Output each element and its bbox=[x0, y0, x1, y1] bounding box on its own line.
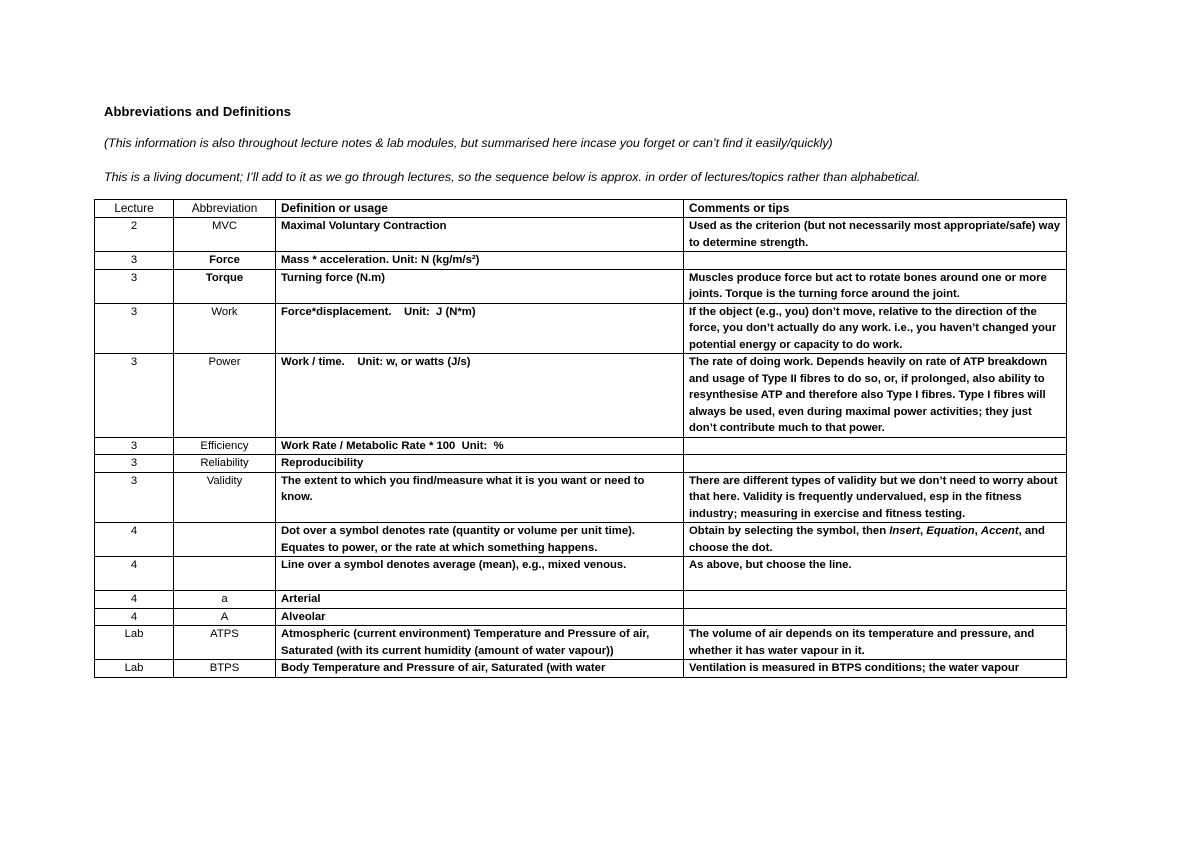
abbreviation-cell bbox=[174, 557, 276, 591]
comment-cell: Used as the criterion (but not necessarily most appropriate/safe) way to determine strength. bbox=[684, 218, 1067, 252]
comment-cell: If the object (e.g., you) don’t move, relative to the direction of the force, you don’t actually do any work. i.e., you haven’t changed your potential energy or capacity to do work. bbox=[684, 303, 1067, 354]
definition-cell: Work / time. Unit: w, or watts (J/s) bbox=[276, 354, 684, 438]
comment-cell: There are different types of validity but we don’t need to worry about that here. Validity is frequently undervalued, esp in the fitness industry; measuring in exercise and fitness testing. bbox=[684, 472, 1067, 523]
abbreviation-cell: MVC bbox=[174, 218, 276, 252]
comment-cell: The rate of doing work. Depends heavily on rate of ATP breakdown and usage of Type II fibres to do so, or, if prolonged, also ability to resynthesise ATP and therefore also Type I fibres. Type I fibres will always be used, even during maximal power activities; they just don’t contribute much to that power. bbox=[684, 354, 1067, 438]
table-row bbox=[95, 591, 1067, 609]
header-comments: Comments or tips bbox=[684, 200, 1067, 218]
abbreviation-cell: Power bbox=[174, 354, 276, 438]
definition-cell: Body Temperature and Pressure of air, Saturated (with water bbox=[276, 660, 684, 678]
table-row bbox=[95, 523, 1067, 557]
table-row bbox=[95, 303, 1067, 354]
table-row bbox=[95, 608, 1067, 626]
table-header-row bbox=[95, 200, 1067, 218]
lecture-cell: 4 bbox=[95, 591, 174, 609]
lecture-cell: 3 bbox=[95, 303, 174, 354]
living-document-note: This is a living document; I’ll add to it as we go through lectures, so the sequence below is approx. in order of lectures/topics rather than alphabetical. bbox=[104, 170, 921, 184]
definition-cell: Force*displacement. Unit: J (N*m) bbox=[276, 303, 684, 354]
lecture-cell: 3 bbox=[95, 354, 174, 438]
definition-cell: Work Rate / Metabolic Rate * 100 Unit: % bbox=[276, 437, 684, 455]
table-row bbox=[95, 455, 1067, 473]
comment-separator: , bbox=[920, 525, 927, 537]
definition-cell: Line over a symbol denotes average (mean), e.g., mixed venous. bbox=[276, 557, 684, 591]
table-row bbox=[95, 557, 1067, 591]
definition-cell: Arterial bbox=[276, 591, 684, 609]
comment-cell bbox=[684, 437, 1067, 455]
comment-prefix: Obtain by selecting the symbol, then bbox=[689, 525, 890, 537]
lecture-cell: 3 bbox=[95, 455, 174, 473]
header-definition: Definition or usage bbox=[276, 200, 684, 218]
lecture-cell: 4 bbox=[95, 557, 174, 591]
table-row bbox=[95, 218, 1067, 252]
comment-cell: The volume of air depends on its temperature and pressure, and whether it has water vapour in it. bbox=[684, 626, 1067, 660]
table-row bbox=[95, 354, 1067, 438]
definition-cell: The extent to which you find/measure what it is you want or need to know. bbox=[276, 472, 684, 523]
header-abbreviation: Abbreviation bbox=[174, 200, 276, 218]
comment-cell bbox=[684, 523, 1067, 557]
table-row bbox=[95, 437, 1067, 455]
comment-cell bbox=[684, 591, 1067, 609]
table-row bbox=[95, 269, 1067, 303]
definition-cell: Alveolar bbox=[276, 608, 684, 626]
definition-cell: Dot over a symbol denotes rate (quantity or volume per unit time). Equates to power, or the rate at which something happens. bbox=[276, 523, 684, 557]
abbreviation-cell: Efficiency bbox=[174, 437, 276, 455]
intro-note: (This information is also throughout lecture notes & lab modules, but summarised here incase you forget or can’t find it easily/quickly) bbox=[104, 136, 833, 150]
abbreviation-cell: Force bbox=[174, 252, 276, 270]
abbreviation-cell bbox=[174, 523, 276, 557]
table-row bbox=[95, 660, 1067, 678]
definition-cell: Reproducibility bbox=[276, 455, 684, 473]
abbreviation-cell: Reliability bbox=[174, 455, 276, 473]
lecture-cell: 4 bbox=[95, 523, 174, 557]
comment-cell bbox=[684, 252, 1067, 270]
table-row bbox=[95, 626, 1067, 660]
page-title: Abbreviations and Definitions bbox=[104, 104, 292, 119]
lecture-cell: 3 bbox=[95, 269, 174, 303]
definitions-table bbox=[94, 199, 1067, 678]
comment-equation-term: Equation bbox=[926, 525, 975, 537]
comment-cell bbox=[684, 608, 1067, 626]
definition-cell: Mass * acceleration. Unit: N (kg/m/s²) bbox=[276, 252, 684, 270]
abbreviation-cell: BTPS bbox=[174, 660, 276, 678]
table-row bbox=[95, 252, 1067, 270]
lecture-cell: 3 bbox=[95, 437, 174, 455]
lecture-cell: 3 bbox=[95, 252, 174, 270]
definition-cell: Turning force (N.m) bbox=[276, 269, 684, 303]
lecture-cell: 3 bbox=[95, 472, 174, 523]
comment-cell: Muscles produce force but act to rotate bones around one or more joints. Torque is the turning force around the joint. bbox=[684, 269, 1067, 303]
definition-cell: Maximal Voluntary Contraction bbox=[276, 218, 684, 252]
lecture-cell: Lab bbox=[95, 660, 174, 678]
abbreviation-cell: Validity bbox=[174, 472, 276, 523]
comment-insert-term: Insert bbox=[889, 525, 921, 537]
comment-cell bbox=[684, 455, 1067, 473]
abbreviation-cell: a bbox=[174, 591, 276, 609]
comment-suffix: , and choose the dot. bbox=[689, 525, 1045, 554]
lecture-cell: Lab bbox=[95, 626, 174, 660]
lecture-cell: 2 bbox=[95, 218, 174, 252]
comment-cell: Ventilation is measured in BTPS conditions; the water vapour bbox=[684, 660, 1067, 678]
lecture-cell: 4 bbox=[95, 608, 174, 626]
header-lecture: Lecture bbox=[95, 200, 174, 218]
abbreviation-cell: A bbox=[174, 608, 276, 626]
comment-accent-term: Accent bbox=[980, 525, 1019, 537]
comment-separator: , bbox=[974, 525, 981, 537]
abbreviation-cell: Torque bbox=[174, 269, 276, 303]
abbreviation-cell: Work bbox=[174, 303, 276, 354]
comment-cell: As above, but choose the line. bbox=[684, 557, 1067, 591]
definition-cell: Atmospheric (current environment) Temperature and Pressure of air, Saturated (with its current humidity (amount of water vapour)) bbox=[276, 626, 684, 660]
table-row bbox=[95, 472, 1067, 523]
abbreviation-cell: ATPS bbox=[174, 626, 276, 660]
